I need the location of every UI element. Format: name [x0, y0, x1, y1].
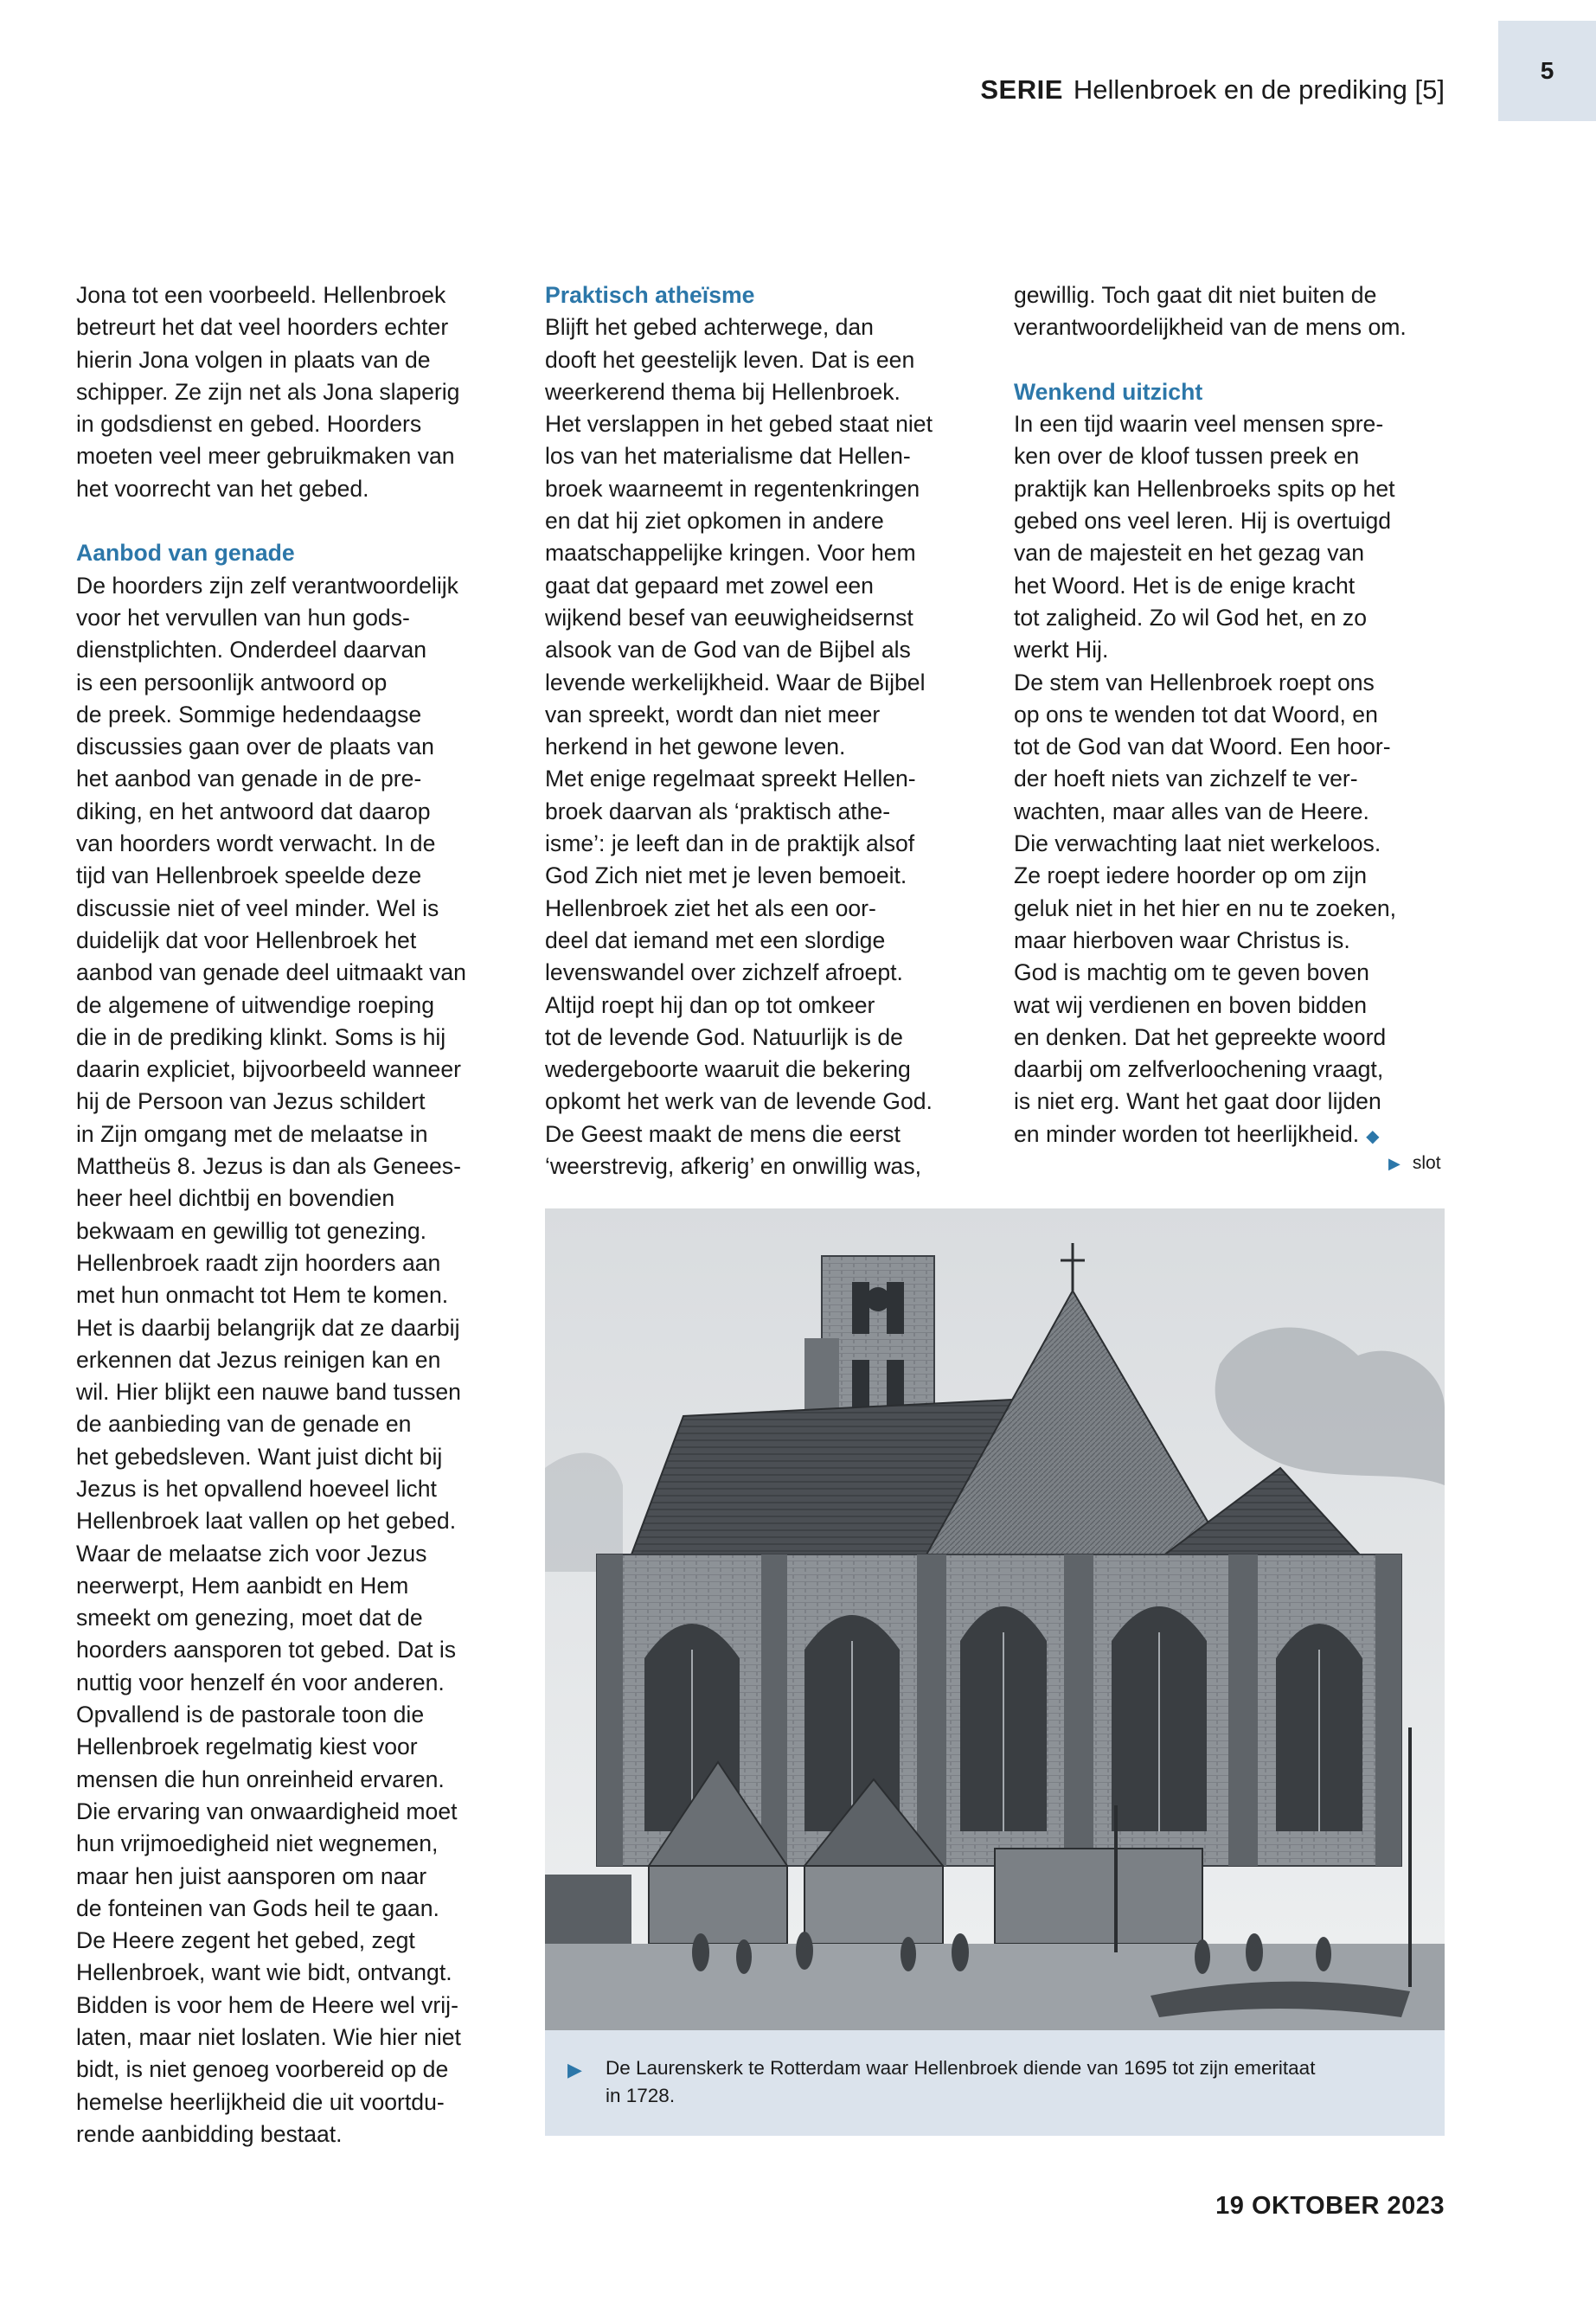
column1-paragraph-1 — [76, 279, 526, 505]
text-line: wedergeboorte waaruit die bekering — [545, 1056, 911, 1083]
text-line: Het verslappen in het gebed staat niet — [545, 411, 933, 438]
text-line: mensen die hun onreinheid ervaren. — [76, 1766, 445, 1792]
heading-wenkend-uitzicht: Wenkend uitzicht — [1014, 378, 1203, 405]
text-line: hemelse heerlijkheid die uit voortdu- — [76, 2088, 445, 2115]
text-line: ‘weerstrevig, afkerig’ en onwillig was, — [545, 1153, 922, 1180]
text-line: Hellenbroek laat vallen op het gebed. — [76, 1508, 457, 1535]
text-line: voor het vervullen van hun gods- — [76, 604, 410, 631]
text-line: hun vrijmoedigheid niet wegnemen, — [76, 1830, 439, 1857]
text-line: Mattheüs 8. Jezus is dan als Genees- — [76, 1153, 461, 1180]
text-line: het voorrecht van het gebed. — [76, 475, 369, 502]
text-line: van spreekt, wordt dan niet meer — [545, 701, 881, 727]
text-line: herkend in het gewone leven. — [545, 734, 846, 760]
text-line: tijd van Hellenbroek speelde deze — [76, 862, 422, 889]
text-line: gewillig. Toch gaat dit niet buiten de — [1014, 282, 1377, 308]
text-line: de fonteinen van Gods heil te gaan. — [76, 1894, 439, 1921]
text-line: de aanbieding van de genade en — [76, 1411, 412, 1438]
text-line: Die ervaring van onwaardigheid moet — [76, 1798, 458, 1824]
slot-marker — [1388, 1153, 1441, 1174]
text-line: moeten veel meer gebruikmaken van — [76, 443, 455, 470]
caption-arrow-icon: ▶ — [567, 2059, 582, 2080]
text-line: Jezus is het opvallend hoeveel licht — [76, 1475, 437, 1502]
text-line: wil. Hier blijkt een nauwe band tussen — [76, 1379, 461, 1406]
triangle-arrow-icon: ▶ — [1388, 1154, 1401, 1172]
text-line: levenswandel over zichzelf afroept. — [545, 959, 903, 986]
text-line: is een persoonlijk antwoord op — [76, 669, 388, 695]
text-line: nuttig voor henzelf én voor anderen. — [76, 1669, 445, 1695]
text-line: los van het materialisme dat Hellen- — [545, 443, 911, 470]
text-line: ken over de kloof tussen preek en — [1014, 443, 1360, 470]
text-line: maar hierboven waar Christus is. — [1014, 926, 1350, 953]
text-line: neerwerpt, Hem aanbidt en Hem — [76, 1572, 409, 1599]
text-line: is niet erg. Want het gaat door lijden — [1014, 1088, 1381, 1115]
text-line: duidelijk dat voor Hellenbroek het — [76, 926, 417, 953]
text-line: De Geest maakt de mens die eerst — [545, 1120, 901, 1147]
text-line: Het is daarbij belangrijk dat ze daarbij — [76, 1314, 460, 1341]
laurenskerk-illustration — [545, 1208, 1445, 2030]
text-line: De hoorders zijn zelf verantwoordelijk — [76, 572, 458, 599]
text-line: Altijd roept hij dan op tot omkeer — [545, 991, 875, 1018]
text-line: heer heel dichtbij en bovendien — [76, 1185, 395, 1212]
text-line: dienstplichten. Onderdeel daarvan — [76, 637, 427, 663]
text-line: van de majesteit en het gezag van — [1014, 540, 1365, 567]
text-line: diking, en het antwoord dat daarop — [76, 798, 431, 824]
column3-paragraph-2 — [1014, 408, 1464, 1150]
text-line: praktijk kan Hellenbroeks spits op het — [1014, 475, 1395, 502]
text-line: Hellenbroek ziet het als een oor- — [545, 894, 876, 921]
text-line: Blijft het gebed achterwege, dan — [545, 314, 874, 341]
caption-text — [606, 2054, 1393, 2110]
slot-label: slot — [1412, 1153, 1441, 1173]
text-line: hij de Persoon van Jezus schildert — [76, 1088, 426, 1115]
text-line: der hoeft niets van zichzelf te ver- — [1014, 766, 1358, 792]
column3-paragraph-1 — [1014, 279, 1464, 344]
text-line: hoorders aansporen tot gebed. Dat is — [76, 1637, 457, 1663]
text-line: erkennen dat Jezus reinigen kan en — [76, 1346, 441, 1373]
end-diamond-icon: ◆ — [1366, 1126, 1380, 1146]
text-line: Waar de melaatse zich voor Jezus — [76, 1540, 427, 1567]
running-head — [980, 74, 1445, 106]
column2-paragraph-1 — [545, 311, 995, 1183]
text-line: wachten, maar alles van de Heere. — [1014, 798, 1369, 824]
caption-line: in 1728. — [606, 2085, 676, 2106]
text-line: die in de prediking klinkt. Soms is hij — [76, 1023, 446, 1050]
text-line: laten, maar niet loslaten. Wie hier niet — [76, 2024, 461, 2051]
text-line: het aanbod van genade in de pre- — [76, 766, 422, 792]
text-line: Bidden is voor hem de Heere wel vrij- — [76, 1991, 458, 2018]
text-line: de algemene of uitwendige roeping — [76, 991, 434, 1018]
caption-line: De Laurenskerk te Rotterdam waar Hellenbroek diende van 1695 tot zijn emeritaat — [606, 2057, 1316, 2079]
text-line: deel dat iemand met een slordige — [545, 926, 886, 953]
text-line: Die verwachting laat niet werkeloos. — [1014, 830, 1381, 857]
text-line: Hellenbroek regelmatig kiest voor — [76, 1734, 418, 1760]
text-line: wijkend besef van eeuwigheidsernst — [545, 604, 913, 631]
text-line: smeekt om genezing, moet dat de — [76, 1605, 423, 1631]
text-column-1 — [76, 279, 526, 2150]
heading-aanbod-van-genade: Aanbod van genade — [76, 540, 295, 567]
text-line: Met enige regelmaat spreekt Hellen- — [545, 766, 916, 792]
text-line: en dat hij ziet opkomen in andere — [545, 508, 884, 535]
text-line: gebed ons veel leren. Hij is overtuigd — [1014, 508, 1392, 535]
text-line: gaat dat gepaard met zowel een — [545, 572, 874, 599]
text-column-3 — [1014, 279, 1464, 1150]
text-line: maar hen juist aansporen om naar — [76, 1862, 427, 1889]
text-line: aanbod van genade deel uitmaakt van — [76, 959, 466, 986]
text-line-content: en minder worden tot heerlijkheid. — [1014, 1120, 1360, 1147]
text-line: opkomt het werk van de levende God. — [545, 1088, 933, 1115]
text-line: Opvallend is de pastorale toon die — [76, 1702, 425, 1728]
text-line: bidt, is niet genoeg voorbereid op de — [76, 2056, 449, 2083]
text-line: Jona tot een voorbeeld. Hellenbroek — [76, 282, 446, 308]
text-line: weerkerend thema bij Hellenbroek. — [545, 378, 901, 405]
text-line: broek daarvan als ‘praktisch athe- — [545, 798, 891, 824]
text-line: isme’: je leeft dan in de praktijk alsof — [545, 830, 915, 857]
text-line: Hellenbroek raadt zijn hoorders aan — [76, 1249, 441, 1276]
text-line: alsook van de God van de Bijbel als — [545, 637, 911, 663]
heading-praktisch-atheisme: Praktisch atheïsme — [545, 282, 755, 308]
text-line: levende werkelijkheid. Waar de Bijbel — [545, 669, 926, 695]
text-line: discussies gaan over de plaats van — [76, 734, 434, 760]
text-line: broek waarneemt in regentenkringen — [545, 475, 920, 502]
text-line: God is machtig om te geven boven — [1014, 959, 1369, 986]
text-line: God Zich niet met je leven bemoeit. — [545, 862, 907, 889]
text-line: dooft het geestelijk leven. Dat is een — [545, 346, 915, 373]
series-label: SERIE — [980, 74, 1063, 105]
text-line — [1014, 1118, 1464, 1150]
page-number-tab — [1498, 21, 1596, 121]
text-line: daarbij om zelfverloochening vraagt, — [1014, 1056, 1384, 1083]
text-line: Hellenbroek, want wie bidt, ontvangt. — [76, 1959, 452, 1986]
column1-paragraph-2 — [76, 570, 526, 2151]
page-number: 5 — [1540, 57, 1554, 84]
text-line: tot zaligheid. Zo wil God het, en zo — [1014, 604, 1367, 631]
series-title: Hellenbroek en de prediking [5] — [1073, 74, 1445, 105]
text-line: tot de God van dat Woord. Een hoor- — [1014, 734, 1391, 760]
church-engraving-image — [545, 1208, 1445, 2030]
text-line: verantwoordelijkheid van de mens om. — [1014, 314, 1407, 341]
text-line: het Woord. Het is de enige kracht — [1014, 572, 1356, 599]
text-line: daarin expliciet, bijvoorbeeld wanneer — [76, 1056, 461, 1083]
text-line: met hun onmacht tot Hem te komen. — [76, 1282, 449, 1309]
text-line: Ze roept iedere hoorder op om zijn — [1014, 862, 1367, 889]
text-line: schipper. Ze zijn net als Jona slaperig — [76, 378, 460, 405]
text-line: werkt Hij. — [1014, 637, 1109, 663]
issue-date: 19 OKTOBER 2023 — [1215, 2192, 1445, 2220]
text-line: in Zijn omgang met de melaatse in — [76, 1120, 428, 1147]
text-line: het gebedsleven. Want juist dicht bij — [76, 1443, 443, 1470]
text-line: maatschappelijke kringen. Voor hem — [545, 540, 916, 567]
text-line: wat wij verdienen en boven bidden — [1014, 991, 1368, 1018]
text-line: In een tijd waarin veel mensen spre- — [1014, 411, 1384, 438]
text-line: geluk niet in het hier en nu te zoeken, — [1014, 894, 1397, 921]
text-line: tot de levende God. Natuurlijk is de — [545, 1023, 903, 1050]
text-line: de preek. Sommige hedendaagse — [76, 701, 422, 727]
text-line: betreurt het dat veel hoorders echter — [76, 314, 449, 341]
text-line: bekwaam en gewillig tot genezing. — [76, 1217, 427, 1244]
text-line: discussie niet of veel minder. Wel is — [76, 894, 439, 921]
text-line: op ons te wenden tot dat Woord, en — [1014, 701, 1378, 727]
text-line: De stem van Hellenbroek roept ons — [1014, 669, 1375, 695]
text-line: en denken. Dat het gepreekte woord — [1014, 1023, 1387, 1050]
text-line: in godsdienst en gebed. Hoorders — [76, 411, 422, 438]
text-line: De Heere zegent het gebed, zegt — [76, 1927, 415, 1954]
text-column-2 — [545, 279, 995, 1183]
text-line: rende aanbidding bestaat. — [76, 2120, 343, 2147]
text-line: van hoorders wordt verwacht. In de — [76, 830, 436, 857]
text-line: hierin Jona volgen in plaats van de — [76, 346, 431, 373]
figure-caption — [545, 2030, 1445, 2136]
